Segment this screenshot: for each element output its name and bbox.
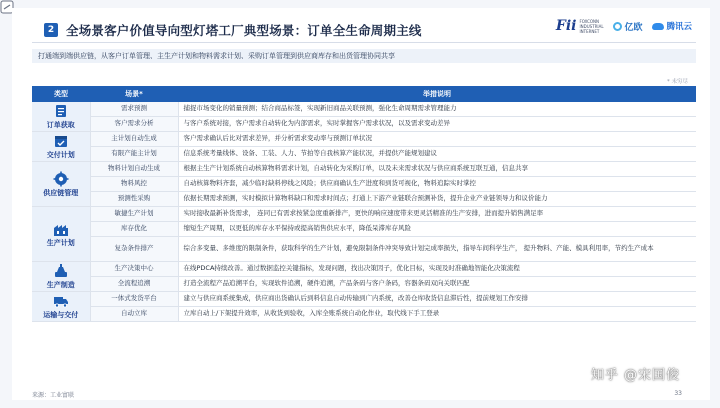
scene-cell: 客户需求分析 — [90, 117, 178, 132]
section-number-badge: 2 — [44, 23, 58, 37]
watermark: 知乎 @宋国俊 — [590, 368, 680, 383]
header-divider — [32, 42, 696, 43]
table-header-row — [32, 86, 696, 102]
fii-logo-subtext: FOXCONN INDUSTRIAL INTERNET — [579, 18, 604, 34]
table-row — [32, 102, 696, 117]
logo-bar — [556, 18, 692, 34]
table-row — [32, 292, 696, 307]
category-label: 供应链管理 — [43, 188, 79, 197]
header-measure: 举措说明 — [178, 86, 696, 102]
truck-icon — [53, 293, 69, 309]
cloud-icon — [652, 23, 664, 30]
slide-subtitle: 打通端到端供应链，从客户订单管理、主生产计划和物料需求计划、采购订单管理到供应商库存和出货管理协同共享 — [32, 49, 696, 63]
measure-cell: 在线PDCA持续改善。通过数据监控关键指标，发现问题，找出决策因子，优化目标，实现及时准确地智能化决策流程 — [178, 262, 696, 277]
measure-cell: 立库自动上/下架提升效率，从收货到验收，入库全账系统自动化作业，取代线下手工登录 — [178, 307, 696, 322]
scene-cell: 需求预测 — [90, 102, 178, 117]
measure-cell: 依据长期需求预测，实时模拟计算物料缺口和需求时间点；打通上下游产业链联合预测补货，提升企业产业链领导力和议价能力 — [178, 192, 696, 207]
category-label: 订单获取 — [46, 121, 75, 130]
scene-cell: 主计划自动生成 — [90, 132, 178, 147]
yiou-logo-text: 亿欧 — [624, 22, 643, 33]
table-row — [32, 147, 696, 162]
table-row — [32, 117, 696, 132]
scene-cell: 自动立库 — [90, 307, 178, 322]
fii-logo-mark: Fii — [555, 18, 577, 34]
category-cell — [32, 207, 90, 262]
scene-cell: 库存优化 — [90, 222, 178, 237]
table-row — [32, 192, 696, 207]
measure-cell: 建立与供应商系统集成，供应商出货确认后到料信息自动传输到广内系统，改善仓库收货信息滞后性，提前规划工作安排 — [178, 292, 696, 307]
measure-cell: 与客户系统对接，客户需求自动转化为内部需求，实时掌握客户需求状况，以及需求变动差异 — [178, 117, 696, 132]
measure-cell: 缩短生产周期，以更低的库存水平保持或提高销售供应水平，降低呆滞库存风险 — [178, 222, 696, 237]
supply-chain-icon — [53, 171, 69, 187]
scene-cell: 物料计划自动生成 — [90, 162, 178, 177]
scene-cell: 全流程追溯 — [90, 277, 178, 292]
table-row — [32, 222, 696, 237]
scene-cell: 生产决策中心 — [90, 262, 178, 277]
order-acquisition-icon — [53, 103, 69, 119]
table-row — [32, 307, 696, 322]
category-cell — [32, 292, 90, 322]
scene-cell: 物料风控 — [90, 177, 178, 192]
slide-header — [44, 20, 422, 40]
category-cell — [32, 162, 90, 207]
measure-cell: 实时接收最新补货需求， 连同已有需求按紧急度重新排产，更快的响应速度带来更灵活精准的生产安排，进而提升销售满足率 — [178, 207, 696, 222]
table-row — [32, 262, 696, 277]
table-row — [32, 277, 696, 292]
measure-cell: 打造全流程产品追溯平台，实现软件追溯，硬件追溯，产品条码与客户条码，容器条码双向关联匹配 — [178, 277, 696, 292]
category-label: 交付计划 — [46, 151, 75, 160]
yiou-logo — [613, 20, 642, 33]
table-row — [32, 132, 696, 147]
category-cell — [32, 102, 90, 132]
measure-cell: 捕捉市场变化的销量预测；结合商品标签，实现新旧商品关联预测，强化生命周期需求管理能力 — [178, 102, 696, 117]
scene-cell: 有限产能主计划 — [90, 147, 178, 162]
source-note: 来源：工业富联 — [32, 392, 75, 399]
table-row — [32, 177, 696, 192]
tencent-cloud-logo-text: 腾讯云 — [666, 22, 692, 32]
measure-cell: 信息系统考量线体、设备、工装、人力、节拍等自我核算产能状况，并提供产能规划建议 — [178, 147, 696, 162]
category-label: 生产制造 — [46, 281, 75, 290]
category-cell — [32, 132, 90, 162]
measure-cell: 综合多变量、多维度的限制条件，获取科学的生产计划，避免限制条件冲突导致计划完成率损失，指导车间科学生产， 提升物料、产能、模具利用率，节约生产成本 — [178, 237, 696, 262]
header-type: 类型 — [32, 86, 90, 102]
scenario-table — [32, 86, 696, 322]
slide — [12, 8, 710, 400]
slide-title: 全场景客户价值导向型灯塔工厂典型场景：订单全生命周期主线 — [66, 23, 422, 38]
scene-cell: 一体式发货平台 — [90, 292, 178, 307]
measure-cell: 自动核算物料齐套，减少临时缺料停线之风险；供应商确认生产进度和到货可视化，物料追踪实时掌控 — [178, 177, 696, 192]
scene-cell: 敏捷生产计划 — [90, 207, 178, 222]
page-number: 33 — [674, 390, 682, 397]
not-exhaustive-note: * 未穷尽 — [667, 79, 688, 85]
scene-cell: 复杂条件排产 — [90, 237, 178, 262]
table-row — [32, 237, 696, 262]
manufacturing-icon — [53, 263, 69, 279]
yiou-ring-icon — [613, 22, 622, 31]
category-label: 生产计划 — [46, 238, 75, 247]
measure-cell: 根据主生产计划系统自动核算物料需求计划，自动转化为采购订单，以及未来需求状况与供应商系统互联互通，信息共享 — [178, 162, 696, 177]
delivery-plan-icon — [53, 133, 69, 149]
table-row — [32, 207, 696, 222]
tencent-cloud-logo — [652, 20, 692, 32]
measure-cell: 客户需求确认后比对需求差异，并分析需求变动率与预测订单状况 — [178, 132, 696, 147]
category-cell — [32, 262, 90, 292]
header-scene: 场景* — [90, 86, 178, 102]
table-row — [32, 162, 696, 177]
fii-logo — [556, 18, 604, 34]
production-plan-icon — [53, 221, 69, 237]
category-label: 运输与交付 — [43, 311, 79, 320]
scene-cell: 预测性采购 — [90, 192, 178, 207]
